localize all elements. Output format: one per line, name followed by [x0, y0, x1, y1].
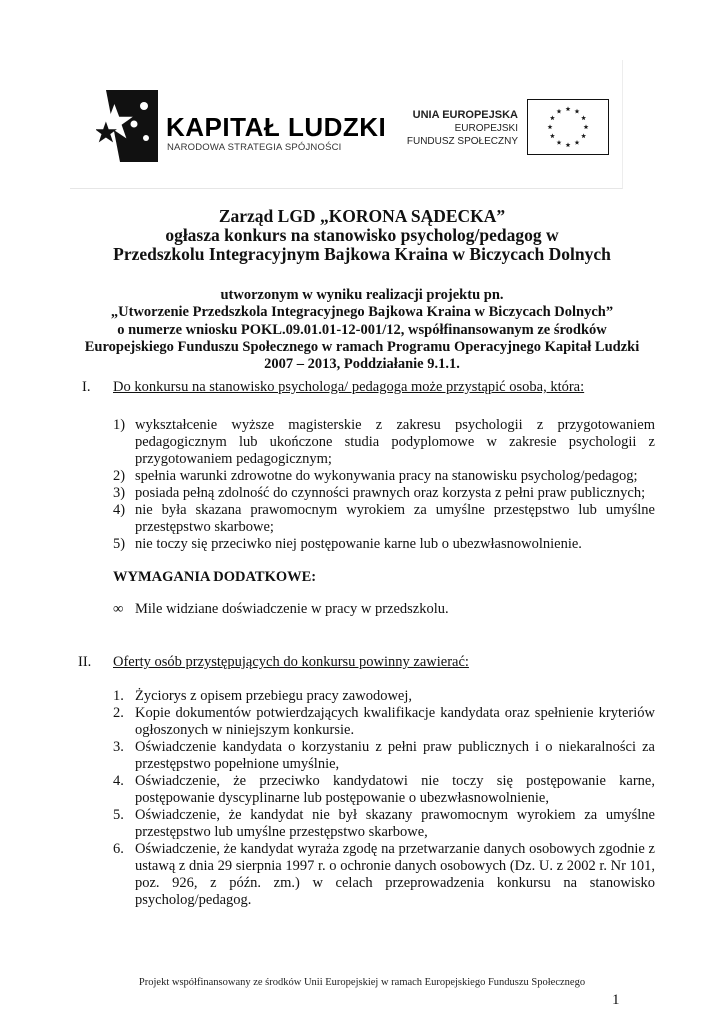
eu-flag-icon — [527, 99, 609, 155]
list-item: 4) nie była skazana prawomocnym wyrokiem za umyślne przestępstwo lub umyślne przestępstwo skarbowe; — [113, 502, 655, 535]
project-line-2: „Utworzenie Przedszkola Integracyjnego Bajkowa Kraina w Biczycach Dolnych” — [110, 304, 614, 321]
eu-line-1: UNIA EUROPEJSKA — [412, 109, 518, 121]
infinity-bullet-icon: ∞ — [113, 601, 124, 617]
title-line-3: Przedszkolu Integracyjnym Bajkowa Kraina w Biczycach Dolnych — [113, 244, 611, 264]
project-line-3: o numerze wniosku POKL.09.01.01-12-001/12, współfinansowanym ze środków — [117, 321, 607, 338]
kapital-ludzki-subtitle: NARODOWA STRATEGIA SPÓJNOŚCI — [167, 142, 342, 153]
section-2-list — [113, 688, 655, 909]
list-item: 1. Życiorys z opisem przebiegu pracy zawodowej, — [113, 688, 413, 704]
list-item: 4. Oświadczenie, że przeciwko kandydatowi nie toczy się postępowanie karne, postępowanie dyscyplinarne lub postępowanie o ubezwłasnowolnienie, — [113, 773, 655, 806]
project-line-4: Europejskiego Funduszu Społecznego w ramach Programu Operacyjnego Kapitał Ludzki — [84, 338, 640, 355]
list-item: 5. Oświadczenie, że kandydat nie był skazany prawomocnym wyrokiem za umyślne przestępstwo lub umyślne przestępstwo skarbowe, — [113, 807, 655, 840]
list-item: 6. Oświadczenie, że kandydat wyraża zgodę na przetwarzanie danych osobowych zgodnie z ustawą z dnia 29 sierpnia 1997 r. o ochronie danych osobowych (Dz. U. z 2002 r. Nr 101, poz. 926, z późn. zm.) w celach przeprowadzenia konkursu na stanowisko psycholog/pedagog. — [113, 841, 655, 908]
title-line-2: ogłasza konkurs na stanowisko psycholog/pedagog w — [165, 225, 559, 245]
list-item: 3. Oświadczenie kandydata o korzystaniu z pełni praw publicznych i o niekaralności za przestępstwo popełnione umyślnie, — [113, 739, 655, 772]
section-2-title: Oferty osób przystępujących do konkursu powinny zawierać: — [113, 654, 469, 670]
eu-line-3: FUNDUSZ SPOŁECZNY — [406, 136, 518, 147]
eu-fund-label — [404, 109, 518, 148]
additional-requirements-heading: WYMAGANIA DODATKOWE: — [113, 569, 317, 585]
section-1-list — [113, 417, 655, 553]
section-1-number: I. — [82, 379, 91, 395]
list-item: 2. Kopie dokumentów potwierdzających kwalifikacje kandydata oraz spełnienie kryteriów ogłoszonych w niniejszym konkursie. — [113, 705, 655, 738]
project-line-5: 2007 – 2013, Poddziałanie 9.1.1. — [264, 356, 460, 373]
kapital-ludzki-logo-icon — [96, 88, 160, 164]
announcement-title — [40, 207, 684, 264]
project-info — [40, 287, 684, 373]
eu-line-2: EUROPEJSKI — [454, 123, 518, 134]
page-number: 1 — [612, 992, 620, 1008]
list-item: 1) wykształcenie wyższe magisterskie z zakresu psychologii z przygotowaniem pedagogicznym lub ukończone studia podyplomowe w zakresie psychologii z przygotowaniem pedagogicznym; — [113, 417, 655, 467]
project-line-1: utworzonym w wyniku realizacji projektu pn. — [220, 287, 504, 303]
list-item: 2) spełnia warunki zdrowotne do wykonywania pracy na stanowisku psycholog/pedagog; — [113, 468, 638, 484]
additional-requirement-item: ∞ Mile widziane doświadczenie w pracy w przedszkolu. — [113, 601, 449, 617]
list-item: 5) nie toczy się przeciwko niej postępowanie karne lub o ubezwłasnowolnienie. — [113, 536, 582, 552]
footer-note: Projekt współfinansowany ze środków Unii Europejskiej w ramach Europejskiego Funduszu Społecznego — [138, 977, 586, 988]
section-1-title: Do konkursu na stanowisko psychologa/ pedagoga może przystąpić osoba, która: — [113, 379, 585, 395]
section-2-number: II. — [78, 654, 92, 670]
list-item: 3) posiada pełną zdolność do czynności prawnych oraz korzysta z pełni praw publicznych; — [113, 485, 646, 501]
kapital-ludzki-title: KAPITAŁ LUDZKI — [166, 112, 387, 142]
title-line-1: Zarząd LGD „KORONA SĄDECKA” — [218, 206, 506, 226]
